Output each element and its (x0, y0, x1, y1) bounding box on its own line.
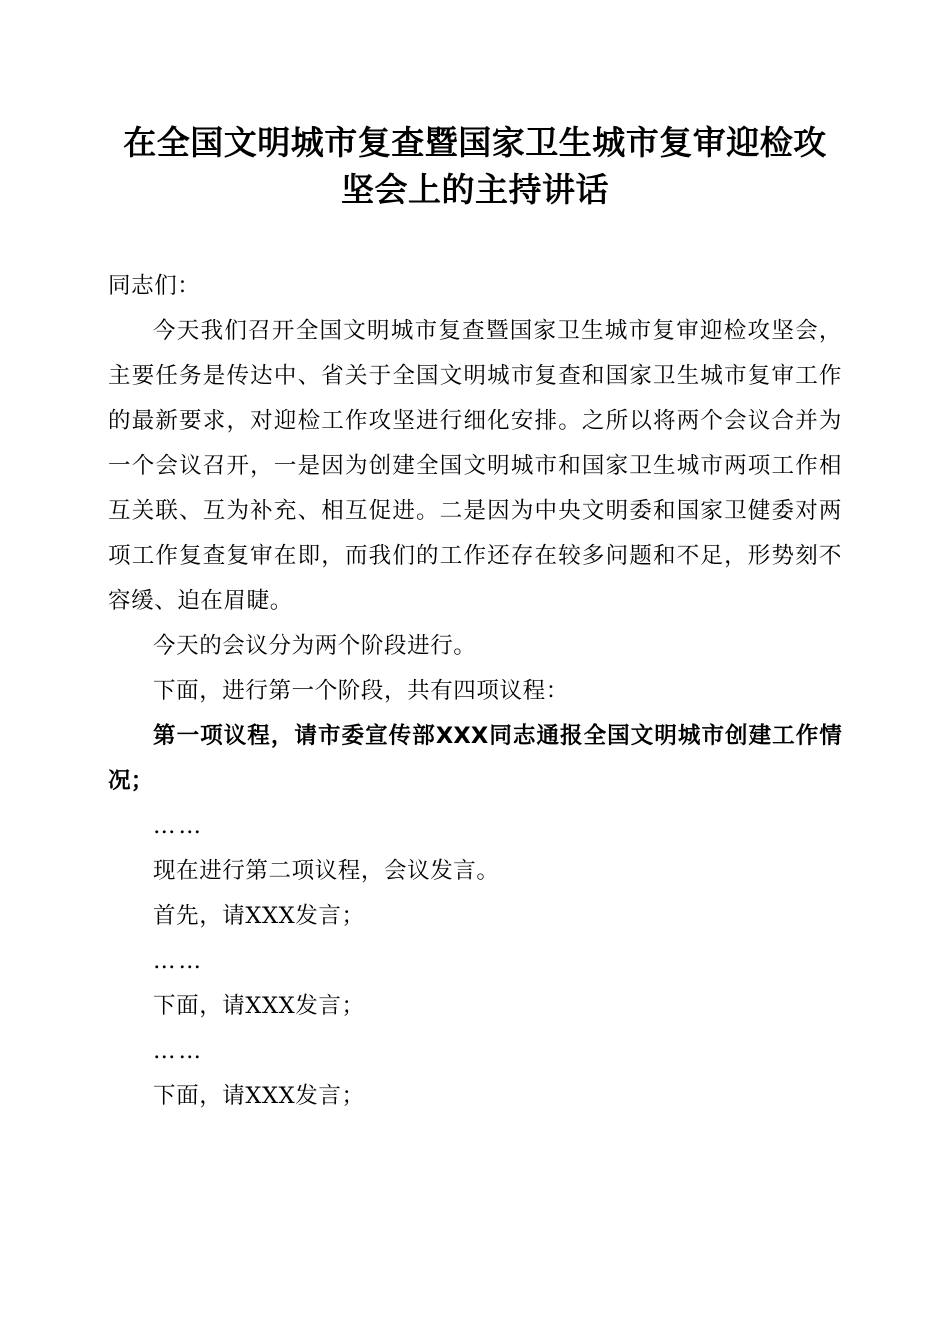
paragraph: 下面，进行第一个阶段，共有四项议程： (153, 677, 569, 704)
paragraph: 现在进行第二项议程，会议发言。 (153, 857, 500, 884)
paragraph: …… (153, 812, 204, 839)
paragraph: 下面，请XXX发言； (153, 1082, 365, 1109)
page-title: 在全国文明城市复查暨国家卫生城市复审迎检攻坚会上的主持讲话 (123, 123, 827, 209)
paragraph: …… (153, 947, 204, 974)
paragraph: 第一项议程，请市委宣传部XXX同志通报全国文明城市创建工作情况； (108, 722, 842, 794)
paragraph: 同志们： (108, 272, 201, 299)
paragraph: 下面，请XXX发言； (153, 992, 365, 1019)
document-body (108, 264, 842, 1119)
paragraph: …… (153, 1037, 204, 1064)
paragraph: 今天的会议分为两个阶段进行。 (153, 632, 477, 659)
paragraph: 首先，请XXX发言； (153, 902, 365, 929)
paragraph: 今天我们召开全国文明城市复查暨国家卫生城市复审迎检攻坚会，主要任务是传达中、省关于全国文明城市复查和国家卫生城市复审工作的最新要求，对迎检工作攻坚进行细化安排。之所以将两个会议合并为一个会议召开，一是因为创建全国文明城市和国家卫生城市两项工作相互关联、互为补充、相互促进。二是因为中央文明委和国家卫健委对两项工作复查复审在即，而我们的工作还存在较多问题和不足，形势刻不容缓、迫在眉睫。 (108, 317, 842, 614)
